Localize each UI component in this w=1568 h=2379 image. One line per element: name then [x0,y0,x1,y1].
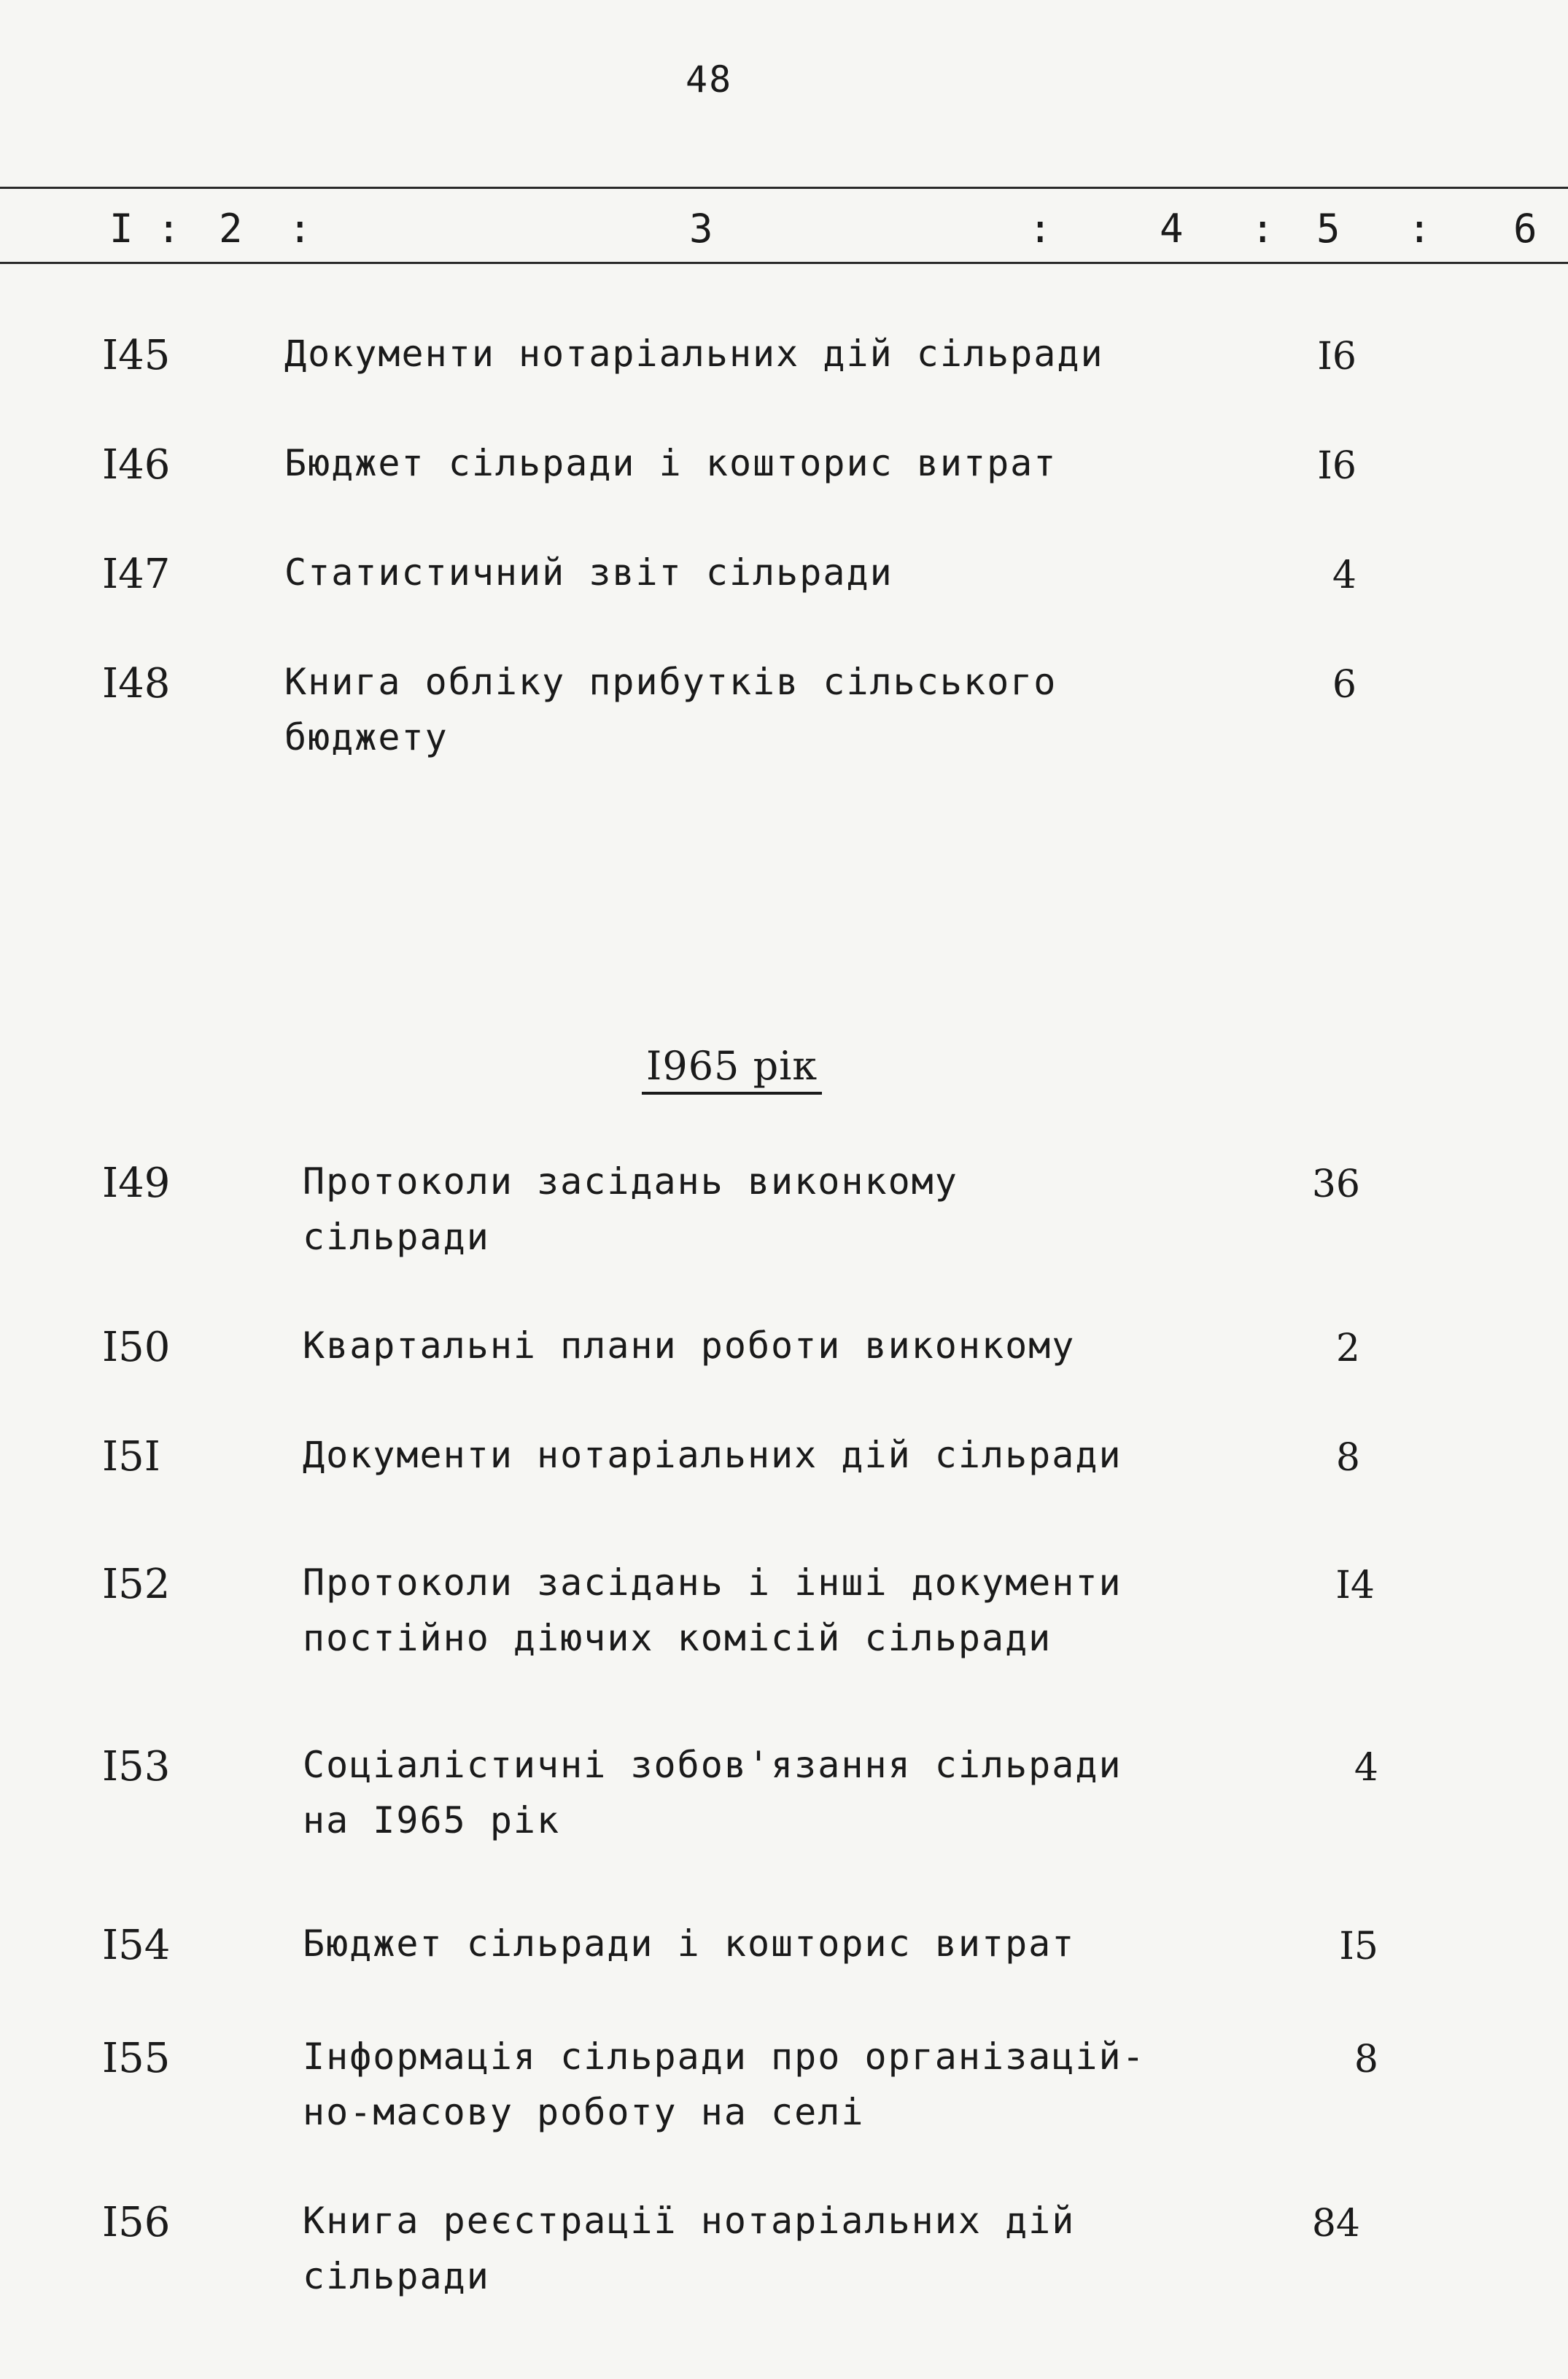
case-title: Інформація сільради про організацій- но-масову роботу на селі [303,2035,1146,2133]
sheet-count: 36 [1311,1163,1360,1206]
sheet-count: 6 [1332,663,1357,707]
case-number: I48 [102,660,171,707]
year-heading: I965 рік [642,1043,822,1095]
column-separator-3: : [1028,206,1052,252]
case-title: Документи нотаріальних дій сільради [284,333,1104,375]
sheet-count: 84 [1311,2202,1360,2246]
case-title: Протоколи засідань і інші документи постійно діючих комісій сільради [303,1561,1122,1659]
sheet-count: 4 [1332,554,1357,597]
case-title: Статистичний звіт сільради [284,551,893,594]
case-number: I49 [102,1160,171,1207]
case-title: Книга реєстрації нотаріальних дій сільради [303,2200,1076,2297]
case-number: I54 [102,1922,171,1969]
column-header-3: 3 [689,206,713,252]
column-header-2: 2 [219,206,243,252]
table-header-bottom-rule [0,262,1568,264]
case-title: Соціалістичні зобов'язання сільради на I965 рік [303,1744,1122,1842]
column-header-5: 5 [1316,206,1340,252]
sheet-count: 4 [1354,1746,1378,1790]
sheet-count: I6 [1317,444,1357,488]
sheet-count: I6 [1317,335,1357,379]
column-header-6: 6 [1513,206,1537,252]
case-number: I52 [102,1561,171,1608]
column-separator-2: : [288,206,312,252]
column-header-4: 4 [1160,206,1184,252]
case-title: Документи нотаріальних дій сільради [303,1434,1122,1476]
case-number: I5I [102,1433,160,1480]
sheet-count: 8 [1335,1436,1360,1480]
column-header-1: I [109,206,133,252]
column-separator-5: : [1408,206,1432,252]
case-number: I50 [102,1324,171,1371]
case-number: I55 [102,2035,171,2082]
case-title: Бюджет сільради і кошторис витрат [284,442,1057,484]
sheet-count: I5 [1339,1925,1378,1968]
table-header-top-rule [0,187,1568,189]
case-title: Бюджет сільради і кошторис витрат [303,1922,1076,1965]
page-number: 48 [686,58,733,101]
case-number: I46 [102,441,171,489]
case-number: I56 [102,2199,171,2246]
case-title: Протоколи засідань виконкому сільради [303,1160,958,1258]
case-title: Книга обліку прибутків сільського бюджету [284,661,1057,758]
column-separator-4: : [1251,206,1275,252]
sheet-count: I4 [1335,1564,1375,1607]
sheet-count: 2 [1335,1327,1360,1370]
case-number: I47 [102,551,171,598]
sheet-count: 8 [1354,2038,1378,2081]
case-number: I45 [102,332,171,379]
case-number: I53 [102,1743,171,1790]
case-title: Квартальні плани роботи виконкому [303,1324,1076,1367]
column-separator-1: : [157,206,181,252]
